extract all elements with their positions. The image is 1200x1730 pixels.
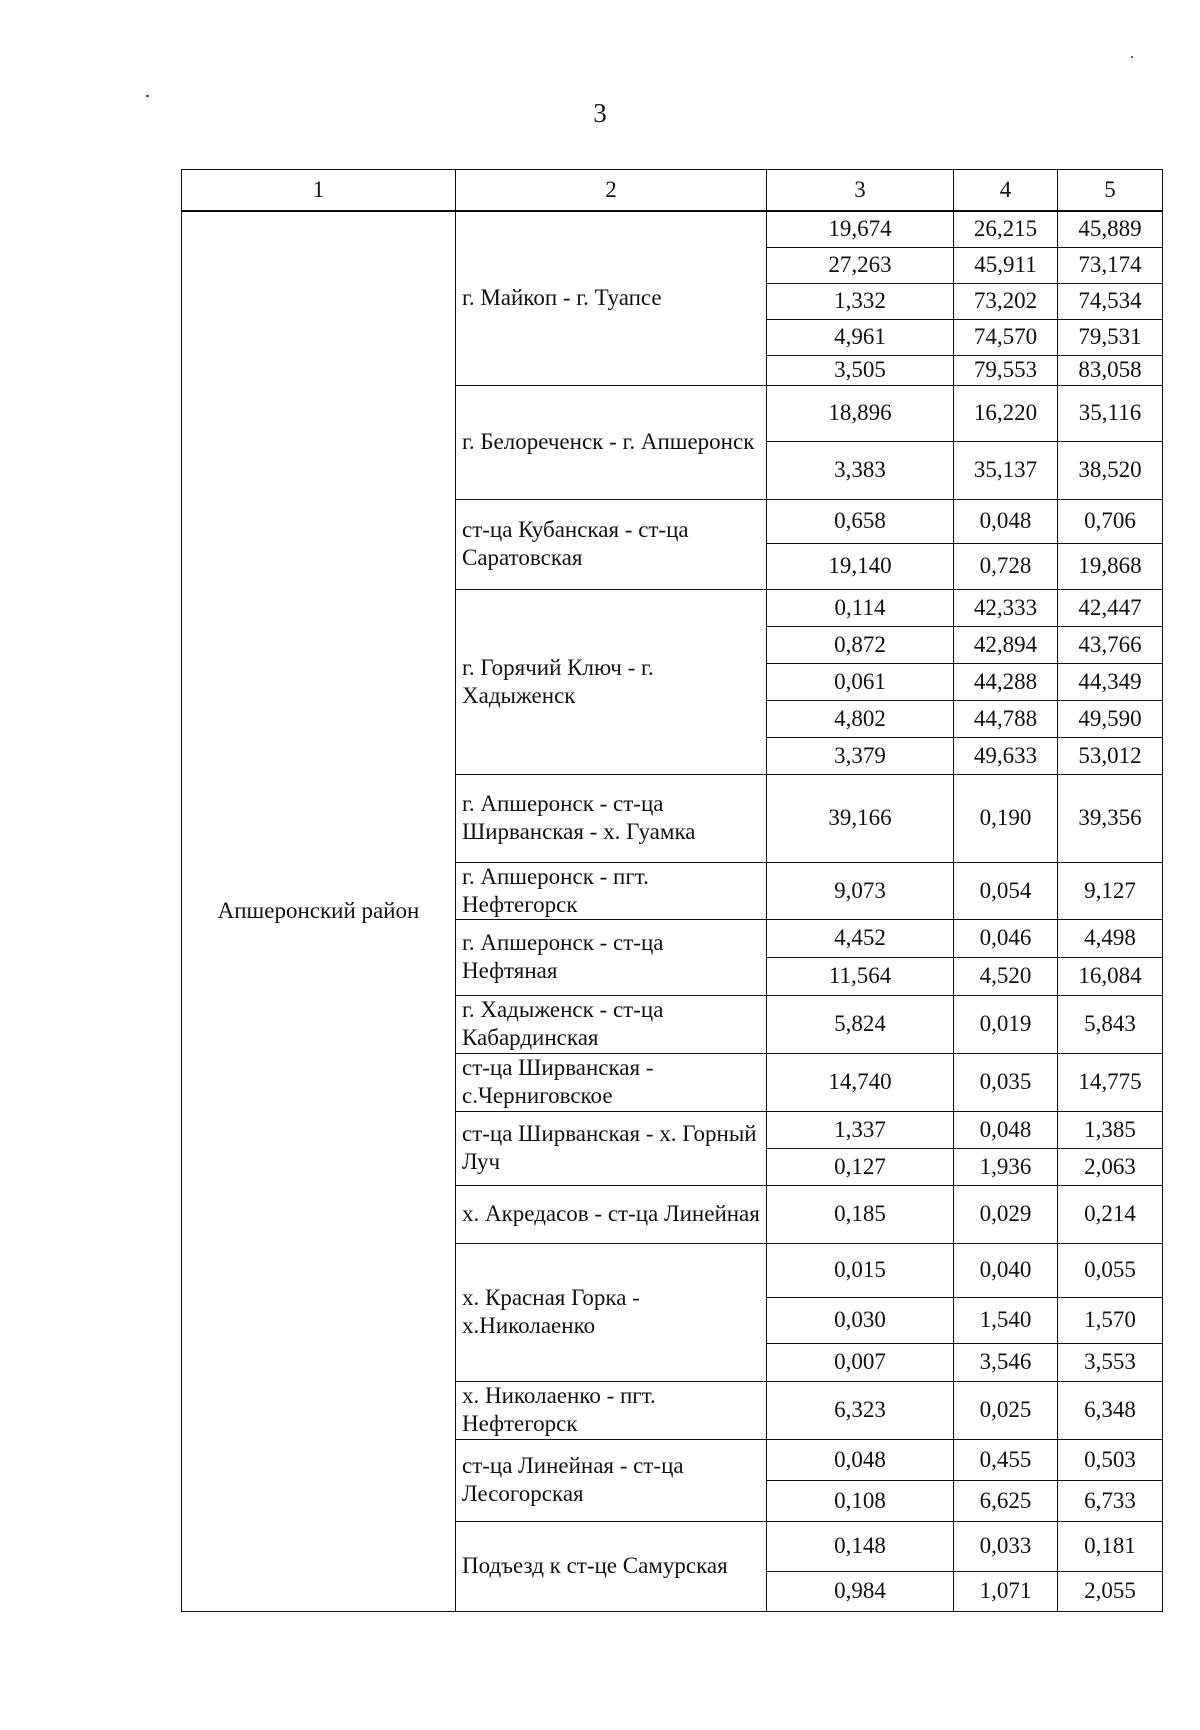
value-cell-c3: 11,564 [767, 957, 954, 995]
page-number: 3 [593, 98, 607, 128]
value-cell-c4: 6,625 [954, 1480, 1058, 1521]
value-cell-c4: 0,040 [954, 1243, 1058, 1297]
route-cell: г. Белореченск - г. Апшеронск [456, 385, 767, 499]
value-cell-c5: 42,447 [1058, 589, 1163, 626]
value-cell-c4: 1,540 [954, 1297, 1058, 1343]
value-cell-c5: 79,531 [1058, 319, 1163, 355]
value-cell-c4: 42,333 [954, 589, 1058, 626]
route-cell: г. Майкоп - г. Туапсе [456, 211, 767, 385]
table-body [182, 211, 1163, 1611]
value-cell-c4: 44,288 [954, 663, 1058, 700]
road-table [181, 169, 1163, 1612]
value-cell-c5: 0,503 [1058, 1439, 1163, 1480]
value-cell-c4: 0,728 [954, 543, 1058, 589]
value-cell-c3: 5,824 [767, 995, 954, 1053]
value-cell-c3: 0,114 [767, 589, 954, 626]
route-cell: х. Николаенко - пгт. Нефтегорск [456, 1381, 767, 1439]
value-cell-c4: 42,894 [954, 626, 1058, 663]
value-cell-c4: 45,911 [954, 247, 1058, 283]
value-cell-c4: 0,046 [954, 919, 1058, 957]
route-cell: г. Горячий Ключ - г. Хадыженск [456, 589, 767, 774]
value-cell-c3: 27,263 [767, 247, 954, 283]
value-cell-c3: 4,961 [767, 319, 954, 355]
value-cell-c3: 19,674 [767, 211, 954, 247]
route-cell: х. Красная Горка - х.Николаенко [456, 1243, 767, 1381]
value-cell-c5: 0,214 [1058, 1185, 1163, 1243]
value-cell-c5: 0,055 [1058, 1243, 1163, 1297]
column-header: 4 [954, 170, 1058, 212]
value-cell-c3: 3,505 [767, 355, 954, 385]
value-cell-c5: 39,356 [1058, 774, 1163, 862]
value-cell-c4: 0,029 [954, 1185, 1058, 1243]
column-header: 2 [456, 170, 767, 212]
value-cell-c4: 35,137 [954, 441, 1058, 499]
value-cell-c3: 0,185 [767, 1185, 954, 1243]
value-cell-c3: 0,984 [767, 1571, 954, 1611]
value-cell-c5: 9,127 [1058, 862, 1163, 919]
value-cell-c4: 16,220 [954, 385, 1058, 441]
value-cell-c4: 0,048 [954, 1111, 1058, 1148]
value-cell-c3: 4,452 [767, 919, 954, 957]
value-cell-c3: 0,061 [767, 663, 954, 700]
value-cell-c4: 1,071 [954, 1571, 1058, 1611]
value-cell-c3: 9,073 [767, 862, 954, 919]
value-cell-c5: 2,055 [1058, 1571, 1163, 1611]
value-cell-c3: 0,127 [767, 1148, 954, 1185]
value-cell-c5: 16,084 [1058, 957, 1163, 995]
value-cell-c3: 0,048 [767, 1439, 954, 1480]
value-cell-c3: 0,030 [767, 1297, 954, 1343]
value-cell-c3: 14,740 [767, 1053, 954, 1111]
value-cell-c4: 0,033 [954, 1521, 1058, 1571]
value-cell-c5: 3,553 [1058, 1343, 1163, 1381]
value-cell-c3: 1,337 [767, 1111, 954, 1148]
value-cell-c3: 4,802 [767, 700, 954, 737]
value-cell-c3: 0,015 [767, 1243, 954, 1297]
value-cell-c5: 49,590 [1058, 700, 1163, 737]
value-cell-c3: 0,108 [767, 1480, 954, 1521]
route-cell: г. Апшеронск - ст-ца Нефтяная [456, 919, 767, 995]
value-cell-c4: 73,202 [954, 283, 1058, 319]
value-cell-c5: 1,570 [1058, 1297, 1163, 1343]
value-cell-c5: 2,063 [1058, 1148, 1163, 1185]
value-cell-c5: 53,012 [1058, 737, 1163, 774]
value-cell-c4: 0,054 [954, 862, 1058, 919]
route-cell: г. Апшеронск - пгт. Нефтегорск [456, 862, 767, 919]
value-cell-c3: 18,896 [767, 385, 954, 441]
value-cell-c5: 6,733 [1058, 1480, 1163, 1521]
scan-speck [1131, 56, 1133, 58]
scan-speck [146, 95, 149, 97]
route-cell: х. Акредасов - ст-ца Линейная [456, 1185, 767, 1243]
value-cell-c5: 14,775 [1058, 1053, 1163, 1111]
header-row [182, 170, 1163, 212]
column-header: 5 [1058, 170, 1163, 212]
value-cell-c5: 74,534 [1058, 283, 1163, 319]
value-cell-c3: 3,379 [767, 737, 954, 774]
route-cell: ст-ца Линейная - ст-ца Лесогорская [456, 1439, 767, 1521]
value-cell-c5: 0,181 [1058, 1521, 1163, 1571]
value-cell-c3: 0,007 [767, 1343, 954, 1381]
value-cell-c4: 74,570 [954, 319, 1058, 355]
route-cell: ст-ца Ширванская - с.Черниговское [456, 1053, 767, 1111]
value-cell-c5: 38,520 [1058, 441, 1163, 499]
district-cell: Апшеронский район [182, 211, 456, 1611]
value-cell-c4: 49,633 [954, 737, 1058, 774]
route-cell: ст-ца Ширванская - х. Горный Луч [456, 1111, 767, 1185]
value-cell-c4: 0,455 [954, 1439, 1058, 1480]
value-cell-c3: 0,658 [767, 499, 954, 543]
value-cell-c5: 6,348 [1058, 1381, 1163, 1439]
route-cell: Подъезд к ст-це Самурская [456, 1521, 767, 1611]
value-cell-c4: 0,190 [954, 774, 1058, 862]
value-cell-c4: 26,215 [954, 211, 1058, 247]
value-cell-c4: 0,048 [954, 499, 1058, 543]
value-cell-c4: 0,035 [954, 1053, 1058, 1111]
value-cell-c4: 0,025 [954, 1381, 1058, 1439]
value-cell-c5: 83,058 [1058, 355, 1163, 385]
value-cell-c3: 6,323 [767, 1381, 954, 1439]
value-cell-c3: 0,148 [767, 1521, 954, 1571]
value-cell-c3: 1,332 [767, 283, 954, 319]
value-cell-c4: 79,553 [954, 355, 1058, 385]
value-cell-c3: 3,383 [767, 441, 954, 499]
column-header: 3 [767, 170, 954, 212]
value-cell-c4: 0,019 [954, 995, 1058, 1053]
value-cell-c5: 19,868 [1058, 543, 1163, 589]
value-cell-c5: 44,349 [1058, 663, 1163, 700]
value-cell-c5: 4,498 [1058, 919, 1163, 957]
value-cell-c5: 1,385 [1058, 1111, 1163, 1148]
route-cell: г. Апшеронск - ст-ца Ширванская - х. Гуамка [456, 774, 767, 862]
value-cell-c4: 44,788 [954, 700, 1058, 737]
value-cell-c5: 5,843 [1058, 995, 1163, 1053]
value-cell-c4: 1,936 [954, 1148, 1058, 1185]
route-cell: г. Хадыженск - ст-ца Кабардинская [456, 995, 767, 1053]
value-cell-c4: 4,520 [954, 957, 1058, 995]
value-cell-c5: 35,116 [1058, 385, 1163, 441]
value-cell-c5: 45,889 [1058, 211, 1163, 247]
value-cell-c4: 3,546 [954, 1343, 1058, 1381]
value-cell-c5: 0,706 [1058, 499, 1163, 543]
value-cell-c3: 39,166 [767, 774, 954, 862]
value-cell-c3: 0,872 [767, 626, 954, 663]
value-cell-c5: 73,174 [1058, 247, 1163, 283]
value-cell-c5: 43,766 [1058, 626, 1163, 663]
value-cell-c3: 19,140 [767, 543, 954, 589]
column-header: 1 [182, 170, 456, 212]
route-cell: ст-ца Кубанская - ст-ца Саратовская [456, 499, 767, 589]
table-row [182, 211, 1163, 247]
